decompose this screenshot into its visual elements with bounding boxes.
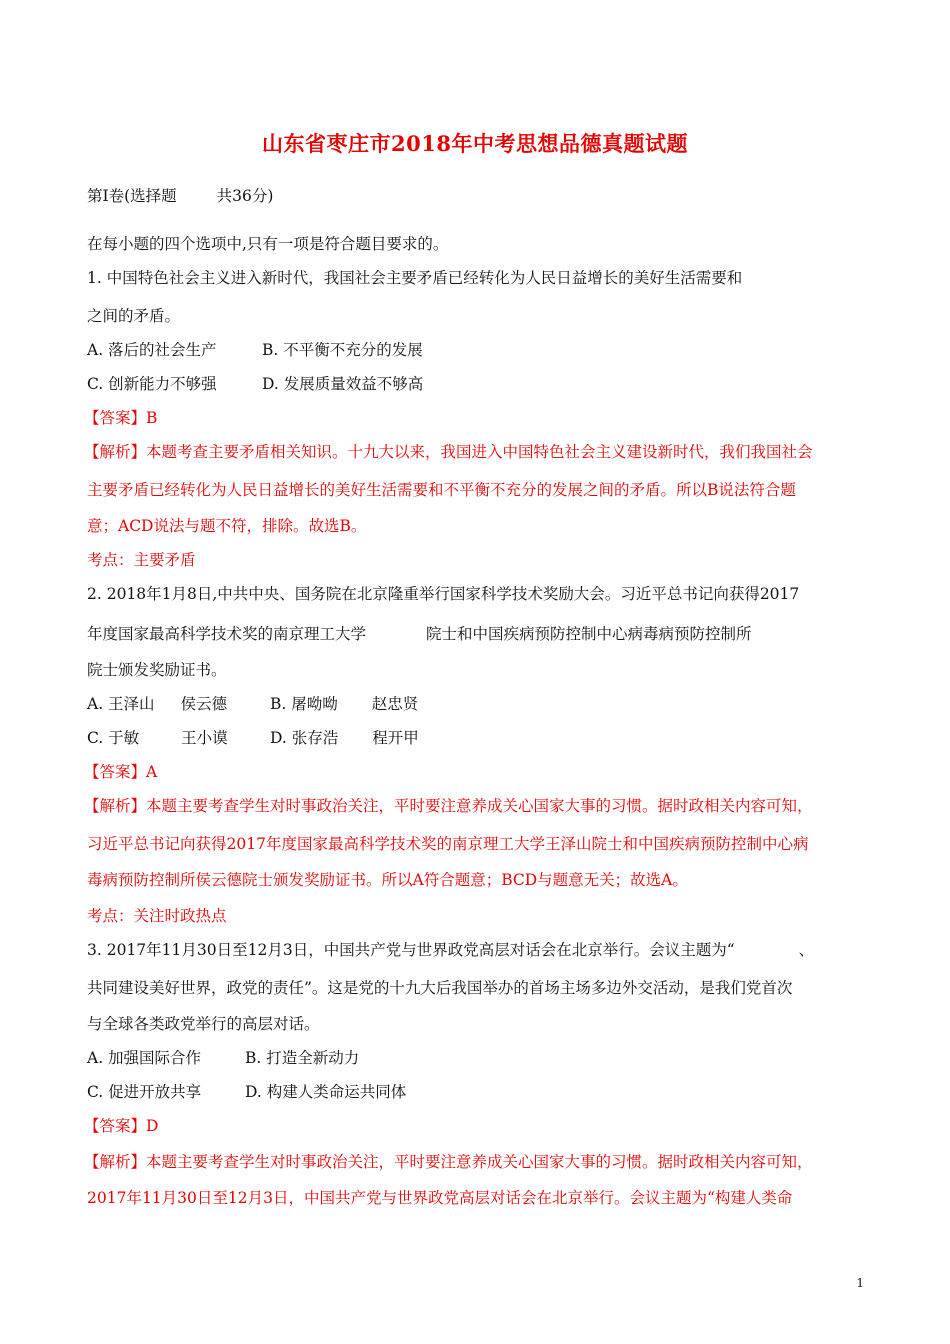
q1-analysis-line3: 意；ACD说法与题不符，排除。故选B。 <box>87 517 367 535</box>
q1-analysis-line1: 【解析】本题考查主要矛盾相关知识。十九大以来，我国进入中国特色社会主义建设新时代，我们我国社会 <box>84 443 813 461</box>
q2-option-d-name2: 程开甲 <box>372 729 419 747</box>
q3-stem-line1 <box>87 940 814 960</box>
q2-option-b-name2: 赵忠贤 <box>371 695 419 713</box>
q1-option-a: A. 落后的社会生产 <box>87 341 217 359</box>
q2-option-d-name1: D. 张存浩 <box>270 729 339 747</box>
q2-option-c-name1: C. 于敏 <box>87 729 140 747</box>
q1-analysis-line2: 主要矛盾已经转化为人民日益增长的美好生活需要和不平衡不充分的发展之间的矛盾。所以B说法符合题 <box>87 481 796 499</box>
q2-option-c <box>87 728 228 748</box>
q2-option-a-name2: 侯云德 <box>180 695 228 713</box>
q2-analysis-line1: 【解析】本题主要考查学生对时事政治关注，平时要注意养成关心国家大事的习惯。据时政相关内容可知， <box>84 797 813 815</box>
q2-answer: 【答案】A <box>84 763 158 781</box>
q2-option-b-name1: B. 屠呦呦 <box>270 695 338 713</box>
q3-stem-line1-part1: 3. 2017年11月30日至12月3日，中国共产党与世界政党高层对话会在北京举行。会议主题为“ <box>87 941 735 959</box>
q3-option-b: B. 打造全新动力 <box>245 1049 360 1067</box>
section-part: 第Ⅰ卷(选择题 <box>87 187 177 205</box>
q1-option-c: C. 创新能力不够强 <box>87 375 217 393</box>
q2-option-c-name2: 王小谟 <box>181 729 228 747</box>
section-score: 共36分) <box>216 187 274 205</box>
q2-analysis-line2: 习近平总书记向获得2017年度国家最高科学技术奖的南京理工大学王泽山院士和中国疾病预防控制中心病 <box>87 835 809 853</box>
q1-option-d: D. 发展质量效益不够高 <box>262 375 424 393</box>
q2-stem-line2 <box>87 624 752 644</box>
q1-answer: 【答案】B <box>84 409 158 427</box>
q2-point: 考点：关注时政热点 <box>87 907 227 925</box>
q2-stem-line2-part1: 年度国家最高科学技术奖的南京理工大学 <box>87 625 367 643</box>
q3-stem-line1-part2: 、 <box>798 941 815 959</box>
q2-option-d <box>270 728 419 748</box>
q3-analysis-line1: 【解析】本题主要考查学生对时事政治关注，平时要注意养成关心国家大事的习惯。据时政相关内容可知， <box>84 1153 813 1171</box>
section-heading <box>87 186 273 206</box>
q3-analysis-line2: 2017年11月30日至12月3日，中国共产党与世界政党高层对话会在北京举行。会议主题为“构建人类命 <box>87 1189 793 1207</box>
q2-option-a <box>87 694 227 714</box>
q3-option-a: A. 加强国际合作 <box>87 1049 202 1067</box>
q3-option-c: C. 促进开放共享 <box>87 1083 202 1101</box>
q2-stem-line2-part2: 院士和中国疾病预防控制中心病毒病预防控制所 <box>426 625 752 643</box>
q2-analysis-line3: 毒病预防控制所侯云德院士颁发奖励证书。所以A符合题意；BCD与题意无关；故选A。 <box>87 871 688 889</box>
q2-stem-line1: 2. 2018年1月8日,中共中央、国务院在北京隆重举行国家科学技术奖励大会。习近平总书记向获得2017 <box>87 585 800 603</box>
instruction: 在每小题的四个选项中,只有一项是符合题目要求的。 <box>87 235 449 253</box>
q3-option-d: D. 构建人类命运共同体 <box>245 1083 407 1101</box>
document-title: 山东省枣庄市2018年中考思想品德真题试题 <box>262 131 688 156</box>
q2-option-b <box>270 694 418 714</box>
q1-point: 考点：主要矛盾 <box>87 551 196 569</box>
q3-answer: 【答案】D <box>84 1117 159 1135</box>
q3-stem-line3: 与全球各类政党举行的高层对话。 <box>87 1015 320 1033</box>
q1-stem-line1: 1. 中国特色社会主义进入新时代，我国社会主要矛盾已经转化为人民日益增长的美好生活需要和 <box>87 269 743 287</box>
q3-stem-line2: 共同建设美好世界，政党的责任”。这是党的十九大后我国举办的首场主场多边外交活动，是我们党首次 <box>87 979 793 997</box>
q1-option-b: B. 不平衡不充分的发展 <box>262 341 423 359</box>
q2-option-a-name1: A. 王泽山 <box>87 695 155 713</box>
page-number: 1 <box>856 1276 864 1290</box>
q1-stem-line2: 之间的矛盾。 <box>87 307 181 325</box>
q2-stem-line3: 院士颁发奖励证书。 <box>87 661 227 679</box>
